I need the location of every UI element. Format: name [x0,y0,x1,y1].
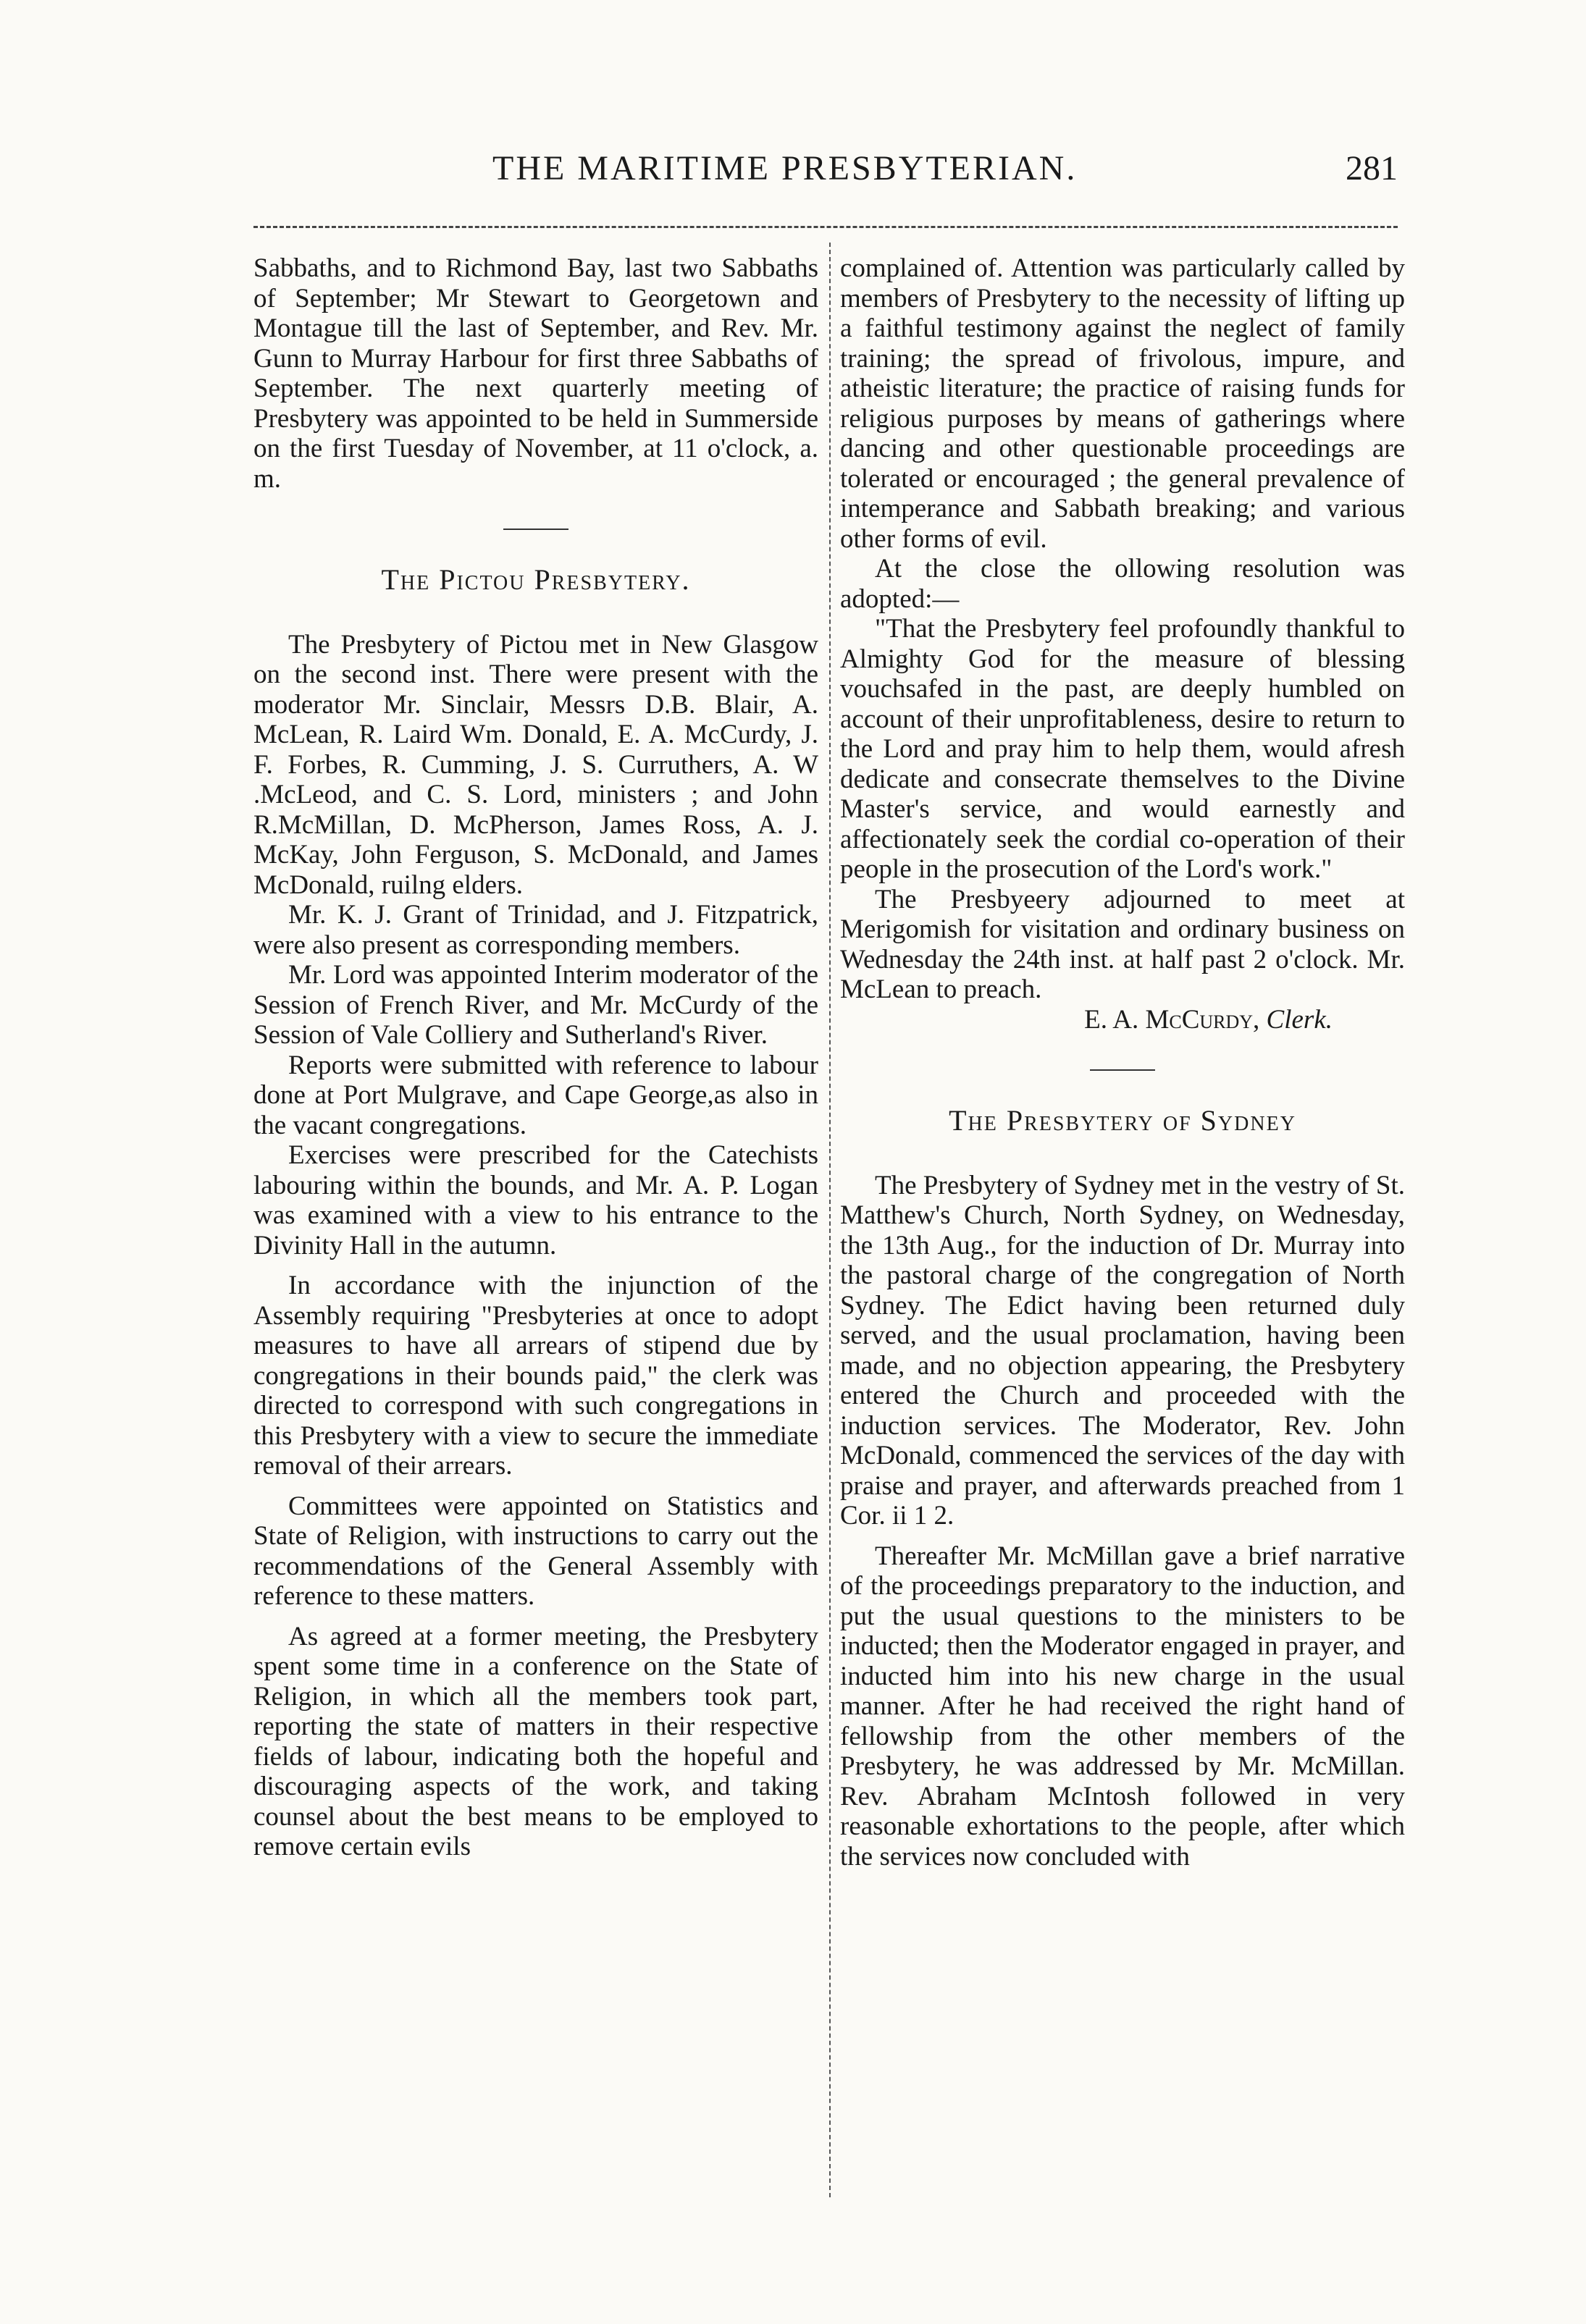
signature-name: E. A. McCurdy, [1084,1004,1260,1035]
paragraph: Exercises were prescribed for the Catechists labouring within the bounds, and Mr. A. P. Logan was examined with a view to his entrance to the Divinity Hall in the autumn. [253,1140,818,1260]
continuation-paragraph: complained of. Attention was particularly called by members of Presbytery to the necessity of lifting up a faithful testimony against the neglect of family training; the spread of frivolous, impure, and atheistic literature; the practice of raising funds for religious purposes by means of gatherings where dancing and other questionable proceedings are tolerated or encouraged ; the general prevalence of intemperance and Sabbath breaking; and various other forms of evil. [840,253,1405,554]
paragraph: Reports were submitted with reference to labour done at Port Mulgrave, and Cape George,as also in the vacant congregations. [253,1050,818,1140]
left-column [253,253,818,1862]
adjournment-paragraph: The Presbyeery adjourned to meet at Merigomish for visitation and ordinary business on Wednesday the 24th inst. at half past 2 o'clock. Mr. McLean to preach. [840,884,1405,1004]
paragraph: Mr. K. J. Grant of Trinidad, and J. Fitzpatrick, were also present as corresponding members. [253,900,818,960]
page-number: 281 [1346,149,1398,188]
right-column [840,253,1405,1872]
paragraph: The Presbytery of Sydney met in the vestry of St. Matthew's Church, North Sydney, on Wednesday, the 13th Aug., for the induction of Dr. Murray into the pastoral charge of the congregation of North Sydney. The Edict having been returned duly served, and the usual proclamation, having been made, and no objection appearing, the Presbytery entered the Church and proceeded with the induction services. The Moderator, Rev. John McDonald, commenced the services of the day with praise and prayer, and afterwards preached from 1 Cor. ii 1 2. [840,1170,1405,1531]
column-divider [829,243,831,2197]
clerk-signature [840,1005,1405,1035]
page-header [167,148,1398,199]
resolution-intro: At the close the ollowing resolution was adopted:— [840,554,1405,614]
section-title-sydney: The Presbytery of Sydney [949,1104,1296,1137]
paragraph: Mr. Lord was appointed Interim moderator of the Session of French River, and Mr. McCurdy of the Session of Vale Colliery and Sutherland's River. [253,960,818,1050]
header-rule [253,226,1398,228]
paragraph: The Presbytery of Pictou met in New Glasgow on the second inst. There were present with the moderator Mr. Sinclair, Messrs D.B. Blair, A. McLean, R. Laird Wm. Donald, E. A. McCurdy, J. F. Forbes, R. Cumming, J. S. Curruthers, A. W .McLeod, and C. S. Lord, ministers ; and John R.McMillan, D. McPherson, James Ross, A. J. McKay, John Ferguson, S. McDonald, and James McDonald, ruilng elders. [253,629,818,900]
paragraph: Committees were appointed on Statistics and State of Religion, with instructions to carry out the recommendations of the General Assembly with reference to these matters. [253,1491,818,1611]
resolution-quote: "That the Presbytery feel profoundly thankful to Almighty God for the measure of blessing vouchsafed in the past, are deeply humbled on account of their unprofitableness, desire to return to the Lord and pray him to help them, would afresh dedicate and consecrate themselves to the Divine Master's service, and would earnestly and affectionately seek the cordial co-operation of their people in the prosecution of the Lord's work." [840,614,1405,884]
section-title-pictou: The Pictou Presbytery. [381,563,691,596]
paragraph: As agreed at a former meeting, the Presbytery spent some time in a conference on the State of Religion, in which all the members took part, reporting the state of matters in their respective fields of labour, indicating both the hopeful and discouraging aspects of the work, and taking counsel about the best means to be employed to remove certain evils [253,1621,818,1861]
signature-role: Clerk. [1266,1004,1333,1035]
paragraph: Thereafter Mr. McMillan gave a brief narrative of the proceedings preparatory to the induction, and put the usual questions to the ministers to be inducted; then the Moderator engaged in prayer, and inducted him into his new charge in the usual manner. After he had received the right hand of fellowship from the other members of the Presbytery, he was addressed by Mr. McMillan. Rev. Abraham McIntosh followed in very reasonable exhortations to the people, after which the services now concluded with [840,1541,1405,1872]
continuation-paragraph: Sabbaths, and to Richmond Bay, last two Sabbaths of September; Mr Stewart to Georgetown and Montague till the last of September, and Rev. Mr. Gunn to Murray Harbour for first three Sabbaths of September. The next quarterly meeting of Presbytery was appointed to be held in Summerside on the first Tuesday of November, at 11 o'clock, a. m. [253,253,818,494]
paragraph: In accordance with the injunction of the Assembly requiring "Presbyteries at once to adopt measures to have all arrears of stipend due by congregations in their bounds paid," the clerk was directed to correspond with such congregations in this Presbytery with a view to secure the immediate removal of their arrears. [253,1271,818,1481]
running-title: THE MARITIME PRESBYTERIAN. [492,149,1078,188]
